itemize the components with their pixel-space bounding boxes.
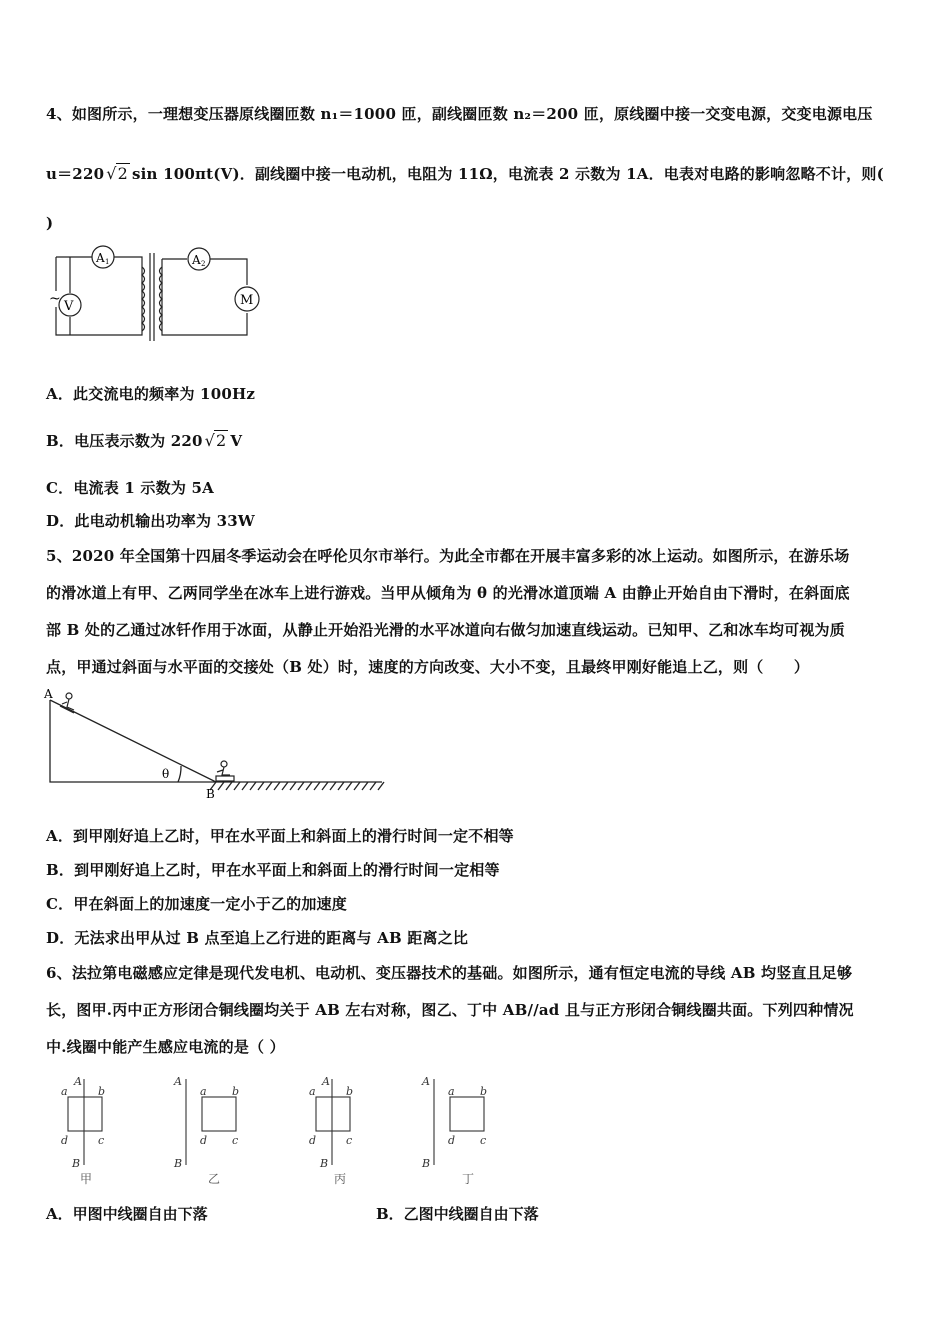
- q4-option-c: C．电流表 1 示数为 5A: [46, 479, 214, 497]
- q5-text-line4: 点，甲通过斜面与水平面的交接处（B 处）时，速度的方向改变、大小不变，且最终甲刚好能追上乙，则（ ）: [46, 658, 810, 676]
- q4-text-line2: [46, 163, 884, 184]
- sqrt-radicand: 2: [117, 164, 129, 183]
- q4-voltage-suffix: sin 100πt(V)．副线圈中接一电动机，电阻为 11Ω，电流表 2 示数为 1A．电表对电路的影响忽略不计，则(: [132, 165, 884, 183]
- q5-option-b: B．到甲刚好追上乙时，甲在水平面上和斜面上的滑行时间一定相等: [46, 861, 500, 879]
- ammeter-2-label: A: [192, 253, 201, 267]
- jia-wire-bottom: B: [72, 1157, 81, 1170]
- jia-wire-top: A: [74, 1075, 82, 1088]
- bing-corner-c: c: [346, 1134, 353, 1147]
- angle-theta-label: θ: [162, 767, 170, 781]
- sqrt-two-option: [205, 430, 229, 450]
- ding-corner-b: b: [480, 1085, 488, 1098]
- ding-caption: 丁: [462, 1172, 475, 1186]
- coil-figure-jia: [58, 1073, 128, 1188]
- q4-text-line3: ): [46, 214, 54, 232]
- q5-text-line1: 5、2020 年全国第十四届冬季运动会在呼伦贝尔市举行。为此全市都在开展丰富多彩的冰上运动。如图所示，在游乐场: [46, 547, 850, 565]
- q5-option-d: D．无法求出甲从过 B 点至追上乙行进的距离与 AB 距离之比: [46, 929, 469, 947]
- jia-corner-a: a: [61, 1085, 68, 1098]
- bing-caption: 丙: [334, 1172, 347, 1186]
- ammeter-1-subscript: 1: [105, 258, 110, 266]
- yi-corner-b: b: [232, 1085, 240, 1098]
- q6-text-line1: 6、法拉第电磁感应定律是现代发电机、电动机、变压器技术的基础。如图所示，通有恒定电流的导线 AB 均竖直且足够: [46, 964, 853, 982]
- bing-corner-b: b: [346, 1085, 354, 1098]
- sled-person-b-icon: [216, 761, 234, 781]
- q4-voltage-prefix: u＝220: [46, 165, 105, 183]
- ding-corner-d: d: [448, 1134, 456, 1147]
- motor-label: M: [240, 293, 254, 308]
- yi-wire-bottom: B: [174, 1157, 183, 1170]
- transformer-circuit-figure: [42, 245, 272, 345]
- q4-option-b: [46, 430, 242, 451]
- q4-option-d: D．此电动机输出功率为 33W: [46, 512, 255, 530]
- jia-corner-c: c: [98, 1134, 105, 1147]
- q6-text-line2: 长，图甲.丙中正方形闭合铜线圈均关于 AB 左右对称，图乙、丁中 AB//ad 且与正方形闭合铜线圈共面。下列四种情况: [46, 1001, 854, 1019]
- q5-option-c: C．甲在斜面上的加速度一定小于乙的加速度: [46, 895, 347, 913]
- bing-wire-bottom: B: [320, 1157, 329, 1170]
- sqrt-sign: √: [106, 164, 117, 183]
- q5-option-a: A．到甲刚好追上乙时，甲在水平面上和斜面上的滑行时间一定不相等: [46, 827, 514, 845]
- ding-corner-a: a: [448, 1085, 455, 1098]
- bing-wire-top: A: [322, 1075, 330, 1088]
- jia-corner-b: b: [98, 1085, 106, 1098]
- point-b-label: B: [206, 787, 215, 801]
- coil-figure-bing: [306, 1073, 376, 1188]
- jia-corner-d: d: [61, 1134, 69, 1147]
- ding-corner-c: c: [480, 1134, 487, 1147]
- sqrt-radicand-option: 2: [216, 431, 227, 450]
- sqrt-two: [106, 163, 130, 183]
- point-a-label: A: [44, 687, 53, 701]
- q6-text-line3: 中.线圈中能产生感应电流的是（ ）: [46, 1038, 285, 1056]
- bing-corner-a: a: [309, 1085, 316, 1098]
- ice-slope-figure: [40, 686, 390, 804]
- voltmeter-label: V: [64, 299, 74, 314]
- ding-wire-bottom: B: [422, 1157, 431, 1170]
- coil-figure-yi: [170, 1073, 250, 1188]
- q4-option-b-prefix: B．电压表示数为 220: [46, 432, 203, 450]
- yi-caption: 乙: [208, 1172, 221, 1186]
- ac-source-icon: ~: [49, 291, 61, 307]
- q6-option-a: A．甲图中线圈自由下落: [46, 1205, 208, 1223]
- q4-option-a: A．此交流电的频率为 100Hz: [46, 385, 256, 403]
- yi-corner-a: a: [200, 1085, 207, 1098]
- sqrt-sign-option: √: [204, 431, 216, 450]
- ammeter-1-label: A: [96, 251, 105, 265]
- q4-option-b-unit: V: [230, 432, 243, 450]
- q5-text-line2: 的滑冰道上有甲、乙两同学坐在冰车上进行游戏。当甲从倾角为 θ 的光滑冰道顶端 A 由静止开始自由下滑时，在斜面底: [46, 584, 850, 602]
- q5-text-line3: 部 B 处的乙通过冰钎作用于冰面，从静止开始沿光滑的水平冰道向右做匀加速直线运动。已知甲、乙和冰车均可视为质: [46, 621, 845, 639]
- q4-text-line1: 4、如图所示，一理想变压器原线圈匝数 n₁＝1000 匝，副线圈匝数 n₂＝200 匝，原线圈中接一交变电源，交变电源电压: [46, 105, 873, 123]
- bing-corner-d: d: [309, 1134, 317, 1147]
- ammeter-2-subscript: 2: [201, 260, 206, 268]
- yi-wire-top: A: [174, 1075, 182, 1088]
- sled-person-a-icon: [60, 693, 74, 713]
- q6-option-b: B．乙图中线圈自由下落: [376, 1205, 539, 1223]
- yi-corner-d: d: [200, 1134, 208, 1147]
- ding-wire-top: A: [422, 1075, 430, 1088]
- jia-caption: 甲: [80, 1172, 93, 1186]
- yi-corner-c: c: [232, 1134, 239, 1147]
- coil-figure-ding: [418, 1073, 498, 1188]
